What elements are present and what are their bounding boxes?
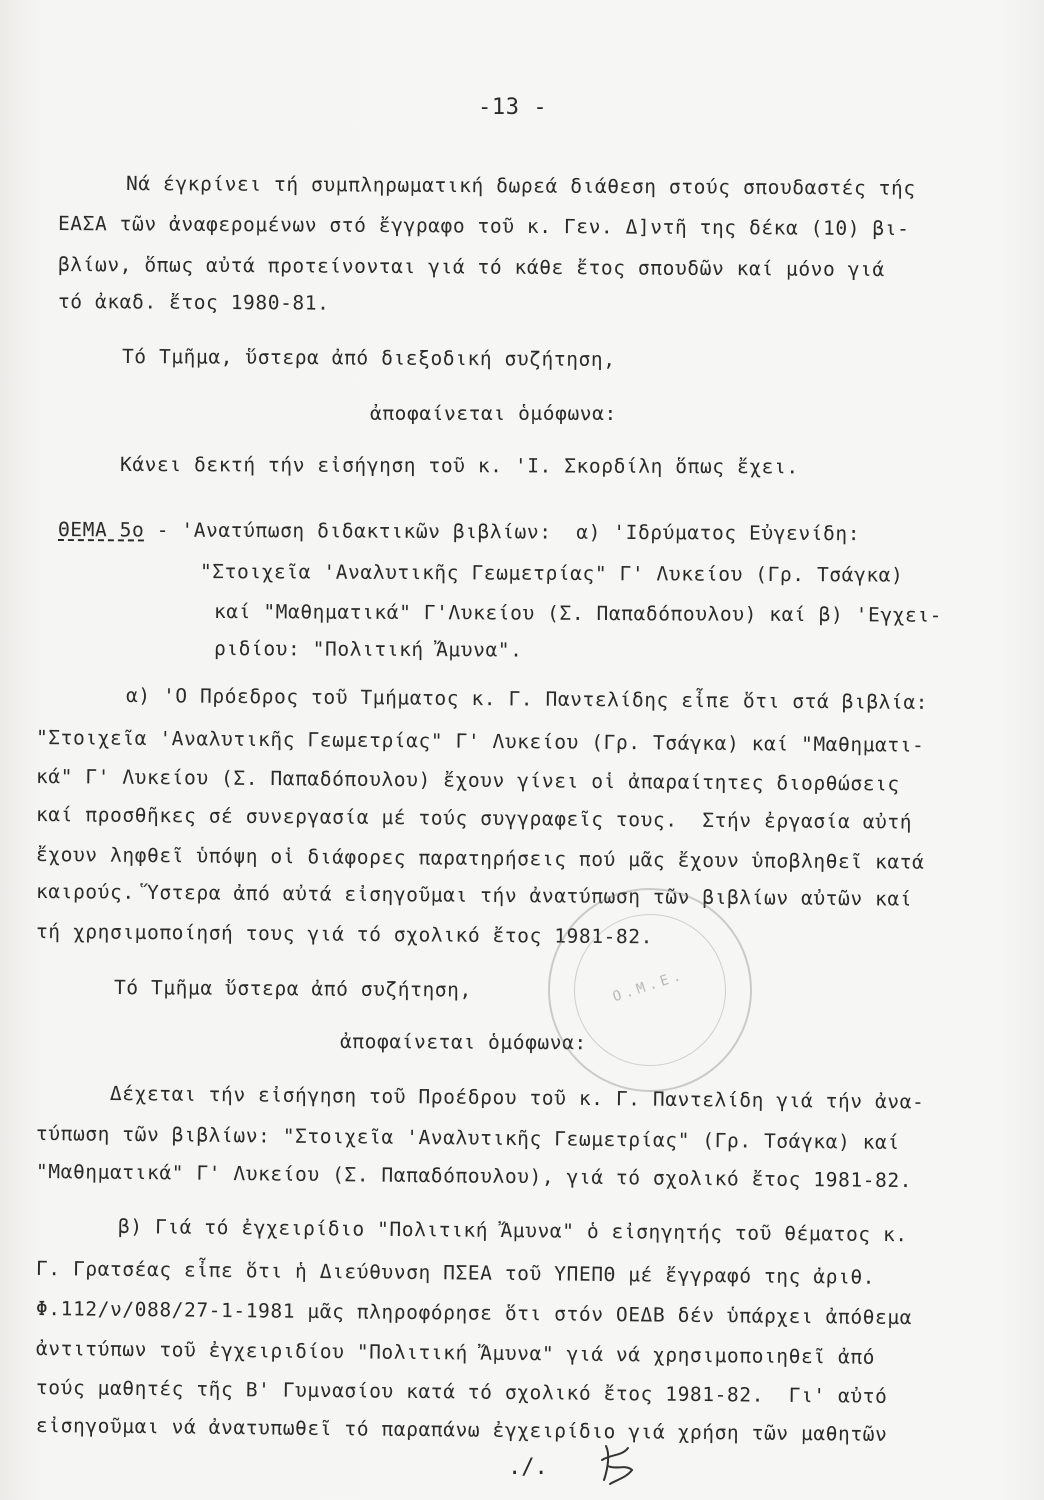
paragraph-b-line: εἰσηγοῦμαι νά ἀνατυπωθεῖ τό παραπάνω ἐγχειρίδιο γιά χρήση τῶν μαθητῶν [35,1414,888,1446]
decision-2-line: τύπωση τῶν βιβλίων: "Στοιχεῖα 'Αναλυτικῆς Γεωμετρίας" (Γρ. Τσάγκα) καί [35,1122,900,1155]
paragraph-a-line: α) 'Ο Πρόεδρος τοῦ Τμήματος κ. Γ. Παντελίδης εἶπε ὅτι στά βιβλία: [125,684,929,714]
topic-5-line: "Στοιχεῖα 'Αναλυτικῆς Γεωμετρίας" Γ' Λυκείου (Γρ. Τσάγκα) [199,560,904,587]
topic-5-line: ριδίου: "Πολιτική Ἄμυνα". [213,637,523,662]
decision-1-verdict: ἀποφαίνεται ὁμόφωνα: [370,402,617,425]
paragraph-1-line: Νά έγκρίνει τή συμπληρωματική δωρεά διάθεση στούς σπουδαστές τής [125,172,916,200]
paragraph-a-line: τή χρησιμοποίησή τους γιά τό σχολικό ἔτος 1981-82. [35,920,654,949]
paragraph-b-line: Φ.112/ν/088/27-1-1981 μᾶς πληροφόρησε ὅτι στόν ΟΕΔΒ δέν ὑπάρχει ἀπόθεμα [35,1297,913,1330]
paragraph-b-line: β) Γιά τό ἐγχειρίδιο "Πολιτική Ἄμυνα" ὁ εἰσηγητής τοῦ θέματος κ. [117,1215,908,1247]
paragraph-a-line: ἔχουν ληφθεῖ ὑπόψη οἱ διάφορες παρατηρήσεις πού μᾶς ἔχουν ὑποβληθεῖ κατά [35,843,925,874]
decision-2-line: Δέχεται τήν εἰσήγηση τοῦ Προέδρου τοῦ κ. Γ. Παντελίδη γιά τήν ἀνα- [109,1082,925,1114]
paragraph-b-line: τούς μαθητές τῆς Β' Γυμνασίου κατά τό σχολικό ἔτος 1981-82. Γι' αὐτό [35,1376,888,1408]
page-number: -13 - [478,95,548,120]
topic-5-title: - 'Ανατύπωση διδακτικῶν βιβλίων: α) 'Ιδρύματος Εὐγενίδη: [144,518,861,546]
paragraph-a-line: καιρούς. Ὕστερα ἀπό αὐτά εἰσηγοῦμαι τήν ἀνατύπωση τῶν βιβλίων αὐτῶν καί [35,880,913,911]
decision-2-verdict: ἀποφαίνεται ὁμόφωνα: [339,1030,587,1055]
paragraph-b-line: Γ. Γρατσέας εἶπε ὅτι ἡ Διεύθυνση ΠΣΕΑ τοῦ ΥΠΕΠΘ μέ ἔγγραφό της ἀριθ. [35,1257,876,1289]
decision-2-intro: Τό Τμῆμα ὕστερα ἀπό συζήτηση, [113,976,472,1002]
topic-5-heading [58,518,860,545]
continuation-mark: ./. [508,1455,548,1480]
decision-1-text: Κάνει δεκτή τήν εἰσήγηση τοῦ κ. 'Ι. Σκορδίλη ὅπως ἔχει. [119,453,799,479]
paragraph-1-line: βλίων, ὅπως αὐτά προτείνονται γιά τό κάθε ἔτος σπουδῶν καί μόνο γιά [57,253,885,282]
stamp-text: Ο.Μ.Ε. [610,967,687,1006]
topic-5-line: καί "Μαθηματικά" Γ'Λυκείου (Σ. Παπαδόπουλου) καί β) 'Εγχει- [213,600,943,627]
paragraph-1-line: τό ἀκαδ. ἔτος 1980-81. [57,290,330,315]
paragraph-1-line: ΕΑΣΑ τῶν ἀναφερομένων στό ἔγγραφο τοῦ κ. Γεν. Δ]ντῆ της δέκα (10) βι- [57,212,910,241]
paragraph-a-line: καί προσθῆκες σέ συνεργασία μέ τούς συγγραφεῖς τους. Στήν ἐργασία αὐτή [35,803,913,834]
topic-5-label: ΘΕΜΑ 5ο [57,518,145,542]
signature-initials [592,1440,642,1490]
paragraph-a-line: "Στοιχεῖα 'Αναλυτικῆς Γεωμετρίας" Γ' Λυκείου (Γρ. Τσάγκα) καί "Μαθηματι- [35,726,925,757]
decision-1-intro: Τό Τμῆμα, ὕστερα ἀπό διεξοδική συζήτηση, [121,345,616,372]
paragraph-b-line: ἀντιτύπων τοῦ ἐγχειριδίου "Πολιτική Ἄμυνα" γιά νά χρησιμοποιηθεῖ ἀπό [35,1337,876,1369]
paragraph-a-line: κά" Γ' Λυκείου (Σ. Παπαδόπουλου) ἔχουν γίνει οἱ ἀπαραίτητες διορθώσεις [35,765,900,796]
decision-2-line: "Μαθηματικά" Γ' Λυκείου (Σ. Παπαδόπουλου), γιά τό σχολικό ἔτος 1981-82. [35,1160,913,1193]
